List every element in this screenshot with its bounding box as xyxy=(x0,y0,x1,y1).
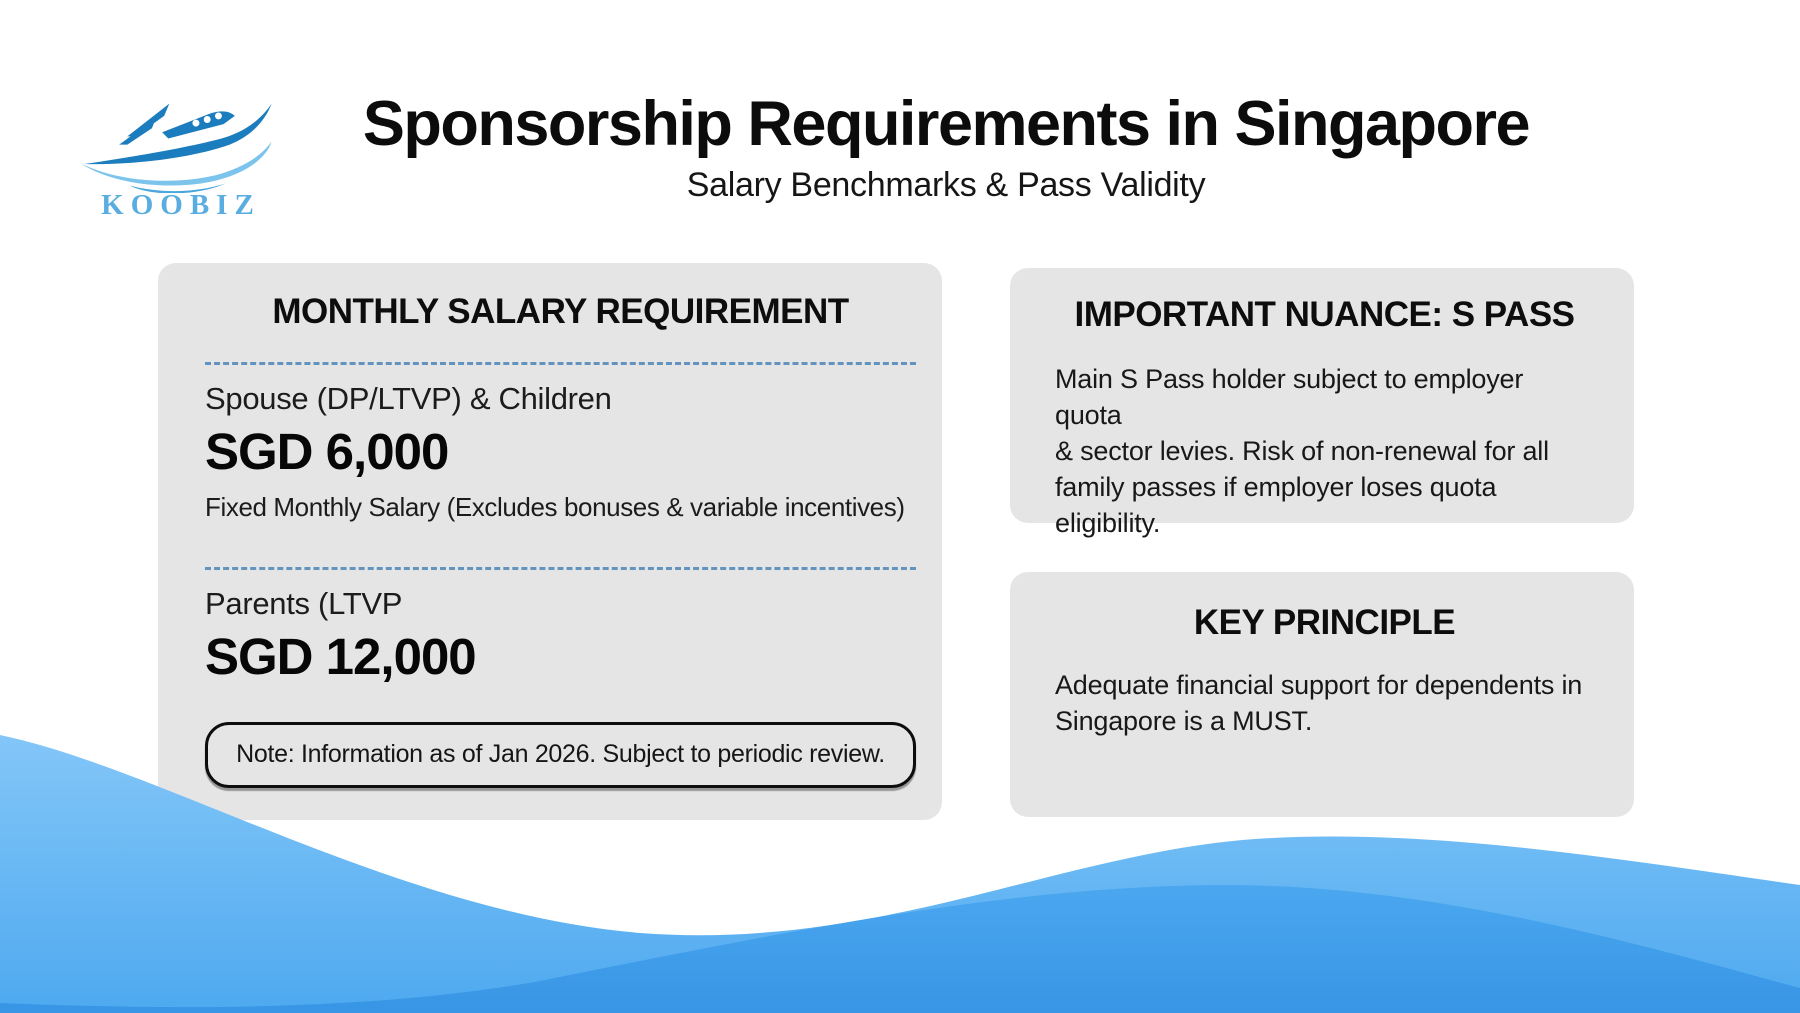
header-titles xyxy=(0,88,1800,205)
nuance-body xyxy=(1055,361,1594,541)
nuance-card-title: IMPORTANT NUANCE: S PASS xyxy=(1074,295,1575,334)
page-title: Sponsorship Requirements in Singapore xyxy=(362,89,1530,159)
salary-card-title: MONTHLY SALARY REQUIREMENT xyxy=(272,292,849,331)
dashed-divider xyxy=(205,362,916,365)
spouse-caption: Fixed Monthly Salary (Excludes bonuses & variable incentives) xyxy=(205,492,905,523)
spouse-amount: SGD 6,000 xyxy=(205,422,449,480)
parents-amount: SGD 12,000 xyxy=(205,628,476,686)
page-subtitle: Salary Benchmarks & Pass Validity xyxy=(686,166,1206,205)
parents-label: Parents (LTVP xyxy=(205,586,403,622)
principle-line: Adequate financial support for dependents in xyxy=(1055,669,1583,700)
brand-name: KOOBIZ xyxy=(101,189,261,221)
principle-card-title: KEY PRINCIPLE xyxy=(1193,603,1456,642)
s-pass-nuance-card xyxy=(1010,268,1634,538)
nuance-line: Main S Pass holder subject to employer quota xyxy=(1055,363,1524,430)
footer-wave-decoration xyxy=(0,713,1800,1013)
principle-line: Singapore is a MUST. xyxy=(1055,705,1313,736)
nuance-line: eligibility. xyxy=(1055,507,1161,538)
nuance-line: & sector levies. Risk of non-renewal for all xyxy=(1055,435,1549,466)
note-text: Note: Information as of Jan 2026. Subject to periodic review. xyxy=(236,740,885,769)
spouse-label: Spouse (DP/LTVP) & Children xyxy=(205,380,612,416)
nuance-line: family passes if employer loses quota xyxy=(1055,471,1497,502)
dashed-divider xyxy=(205,567,916,570)
